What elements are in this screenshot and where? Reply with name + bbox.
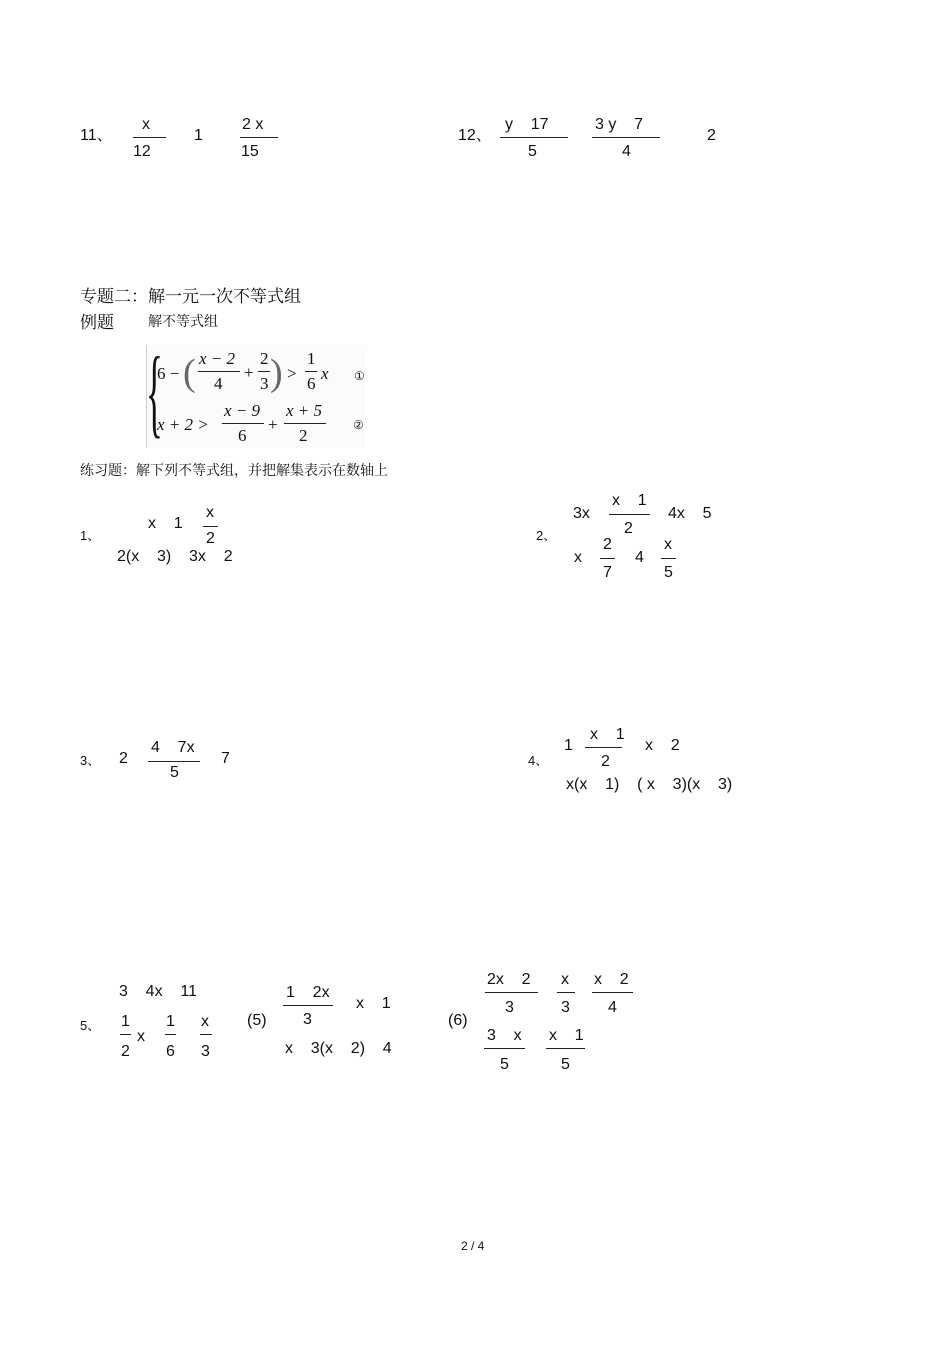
term: > — [287, 364, 297, 383]
term: 2 — [119, 750, 128, 767]
marker-1: ① — [354, 369, 365, 383]
numerator: x — [142, 116, 150, 133]
term: x 2 — [645, 737, 680, 754]
term: 3x — [573, 505, 590, 522]
fraction-bar — [165, 1034, 176, 1035]
denominator: 3 — [260, 374, 269, 393]
term: 1 — [194, 127, 203, 144]
fraction-bar — [133, 137, 166, 138]
denominator: 2 — [206, 530, 215, 547]
denominator: 2 — [299, 426, 308, 445]
term: x(x 1) ( x 3)(x 3) — [566, 776, 733, 793]
question-4-label: 4、 — [528, 753, 549, 768]
term: 2 — [707, 127, 716, 144]
fraction-bar — [203, 526, 218, 527]
denominator: 4 — [608, 999, 617, 1016]
numerator: 1 — [166, 1013, 175, 1030]
term: x 1 — [356, 995, 391, 1012]
numerator: x — [206, 504, 214, 521]
fraction-bar — [258, 371, 270, 372]
fraction-bar — [200, 1034, 212, 1035]
term: x + 2 > — [157, 415, 209, 434]
numerator: 1 — [121, 1013, 130, 1030]
denominator: 3 — [505, 999, 514, 1016]
fraction-bar — [305, 371, 317, 372]
fraction-bar — [222, 423, 264, 424]
denominator: 5 — [664, 564, 673, 581]
denominator: 4 — [622, 143, 631, 160]
term: 6 − — [157, 364, 180, 383]
fraction-bar — [592, 137, 660, 138]
term: 7 — [221, 750, 230, 767]
term: x 3(x 2) 4 — [285, 1040, 392, 1057]
denominator: 3 — [201, 1043, 210, 1060]
fraction-bar — [484, 1048, 525, 1049]
numerator: x − 2 — [199, 349, 236, 368]
term: + — [268, 415, 278, 434]
fraction-bar — [284, 423, 326, 424]
question-1-label: 1、 — [80, 528, 101, 543]
fraction-bar — [198, 371, 240, 372]
denominator: 5 — [561, 1056, 570, 1073]
paren-left: ( — [183, 352, 196, 394]
numerator: x + 5 — [286, 401, 323, 420]
page-number: 2 / 4 — [461, 1239, 485, 1253]
term: + — [244, 363, 254, 382]
denominator: 15 — [241, 143, 259, 160]
term: x — [321, 364, 329, 383]
numerator: 2 x — [242, 116, 264, 133]
denominator: 3 — [561, 999, 570, 1016]
numerator: x 1 — [549, 1027, 584, 1044]
practice-instructions: 练习题：解下列不等式组，并把解集表示在数轴上 — [80, 463, 388, 479]
numerator: y 17 — [505, 116, 549, 133]
numerator: 3 y 7 — [595, 116, 644, 133]
problem-11-label: 11、 — [80, 127, 113, 144]
denominator: 4 — [214, 374, 223, 393]
numerator: x 2 — [594, 971, 629, 988]
denominator: 7 — [603, 564, 612, 581]
question-6-label: (6) — [448, 1012, 468, 1029]
section-title: 专题二：解一元一次不等式组 — [80, 287, 301, 307]
denominator: 5 — [500, 1056, 509, 1073]
denominator: 6 — [166, 1043, 175, 1060]
term: 1 — [564, 737, 573, 754]
fraction-bar — [592, 992, 633, 993]
fraction-bar — [600, 558, 615, 559]
question-5b-label: (5) — [247, 1012, 267, 1029]
term: 4 — [635, 549, 644, 566]
numerator: 2x 2 — [487, 971, 531, 988]
numerator: x 1 — [590, 726, 625, 743]
numerator: x — [664, 536, 672, 553]
denominator: 5 — [528, 143, 537, 160]
fraction-bar — [120, 1034, 131, 1035]
denominator: 6 — [307, 374, 316, 393]
numerator: 1 2x — [286, 984, 330, 1001]
denominator: 3 — [303, 1011, 312, 1028]
term: x — [574, 549, 582, 566]
numerator: 1 — [307, 349, 316, 368]
fraction-bar — [240, 137, 278, 138]
term: 2(x 3) 3x 2 — [117, 548, 233, 565]
term: x 1 — [148, 515, 183, 532]
fraction-bar — [485, 992, 538, 993]
denominator: 12 — [133, 143, 151, 160]
numerator: x — [561, 971, 569, 988]
fraction-bar — [283, 1005, 333, 1006]
numerator: 3 x — [487, 1027, 522, 1044]
question-5-label: 5、 — [80, 1018, 101, 1033]
fraction-bar — [661, 558, 676, 559]
fraction-bar — [546, 1048, 585, 1049]
example-text: 解不等式组 — [148, 314, 218, 330]
numerator: x 1 — [612, 492, 647, 509]
denominator: 2 — [121, 1043, 130, 1060]
term: 3 4x 11 — [119, 983, 197, 1000]
example-label: 例题 — [80, 313, 114, 333]
numerator: 2 — [260, 349, 269, 368]
term: x — [137, 1028, 145, 1045]
marker-2: ② — [353, 418, 364, 432]
numerator: 2 — [603, 536, 612, 553]
paren-right: ) — [270, 352, 283, 394]
question-3-label: 3、 — [80, 753, 101, 768]
numerator: 4 7x — [151, 739, 195, 756]
numerator: x − 9 — [224, 401, 261, 420]
fraction-bar — [148, 761, 200, 762]
brace-icon: { — [146, 336, 163, 447]
denominator: 5 — [170, 764, 179, 781]
problem-12-label: 12、 — [458, 127, 492, 144]
term: 4x 5 — [668, 505, 712, 522]
question-2-label: 2、 — [536, 528, 557, 543]
numerator: x — [201, 1013, 209, 1030]
denominator: 6 — [238, 426, 247, 445]
fraction-bar — [609, 514, 650, 515]
denominator: 2 — [601, 753, 610, 770]
fraction-bar — [557, 992, 575, 993]
fraction-bar — [500, 137, 568, 138]
denominator: 2 — [624, 520, 633, 537]
fraction-bar — [585, 747, 622, 748]
example-system-image — [146, 336, 367, 448]
